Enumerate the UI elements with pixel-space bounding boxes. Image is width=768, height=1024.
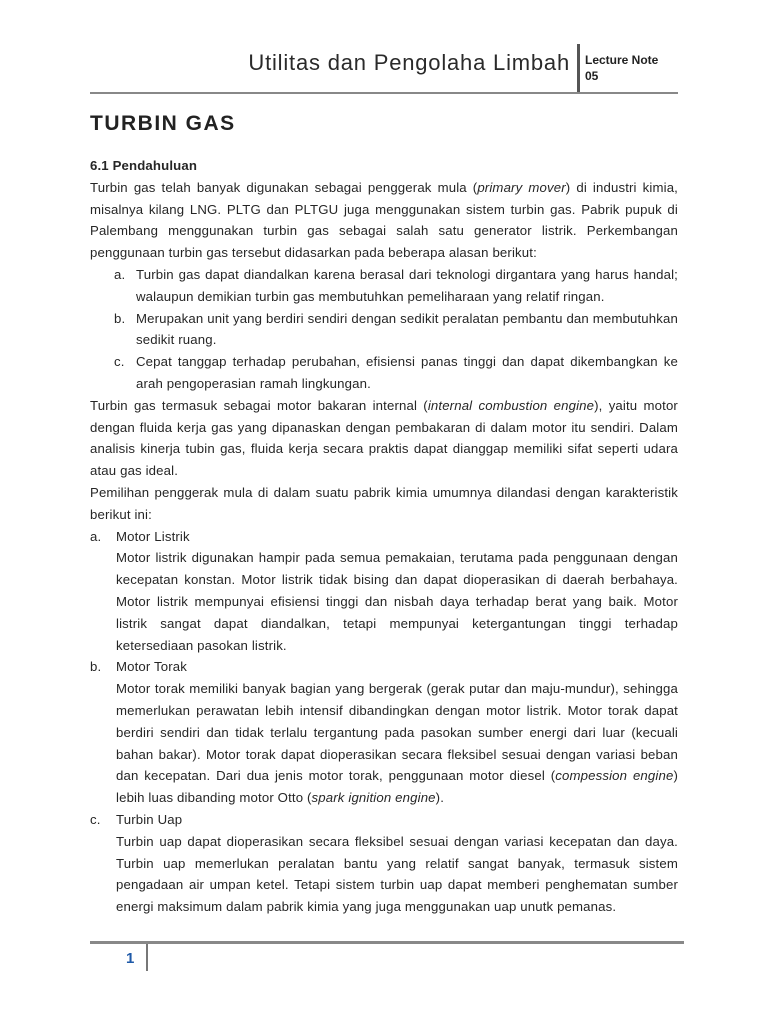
list-item xyxy=(90,656,678,809)
header-rule xyxy=(90,92,678,94)
motor-description: Turbin uap dapat dioperasikan secara fleksibel sesuai dengan variasi kecepatan dan daya. Turbin uap memerlukan peralatan bantu yang relatif sangat banyak, termasuk sistem pengadaan air umpan ketel. Tetapi sistem turbin uap dapat memberi penghematan sumber energi maksimum dalam pabrik kimia yang juga menggunakan uap unutk pemanas. xyxy=(116,833,678,915)
list-item xyxy=(90,526,678,657)
document-body xyxy=(90,155,678,918)
page-number: 1 xyxy=(126,950,135,967)
list-item: c. Cepat tanggap terhadap perubahan, efisiensi panas tinggi dan dapat dikembangkan ke arah pengoperasian ramah lingkungan. xyxy=(114,354,678,391)
lecture-note xyxy=(585,52,658,84)
motor-title: c. Turbin Uap xyxy=(90,811,183,827)
footer-rule xyxy=(90,941,684,944)
motor-title: a. Motor Listrik xyxy=(90,528,190,544)
motor-description: Motor torak memiliki banyak bagian yang bergerak (gerak putar dan maju-mundur), sehingga memerlukan perawatan lebih intensif dibandingkan dengan motor listrik. Motor torak dapat berdiri sendiri dan tidak terlalu tergantung pada pasokan sumber energi dari luar (kecuali bahan bakar). Motor torak dapat dioperasikan secara fleksibel sesuai dengan variasi beban dan kecepatan. Dari dua jenis motor torak, penggunaan motor diesel (compession engine) lebih luas dibanding motor Otto (spark ignition engine). xyxy=(116,681,678,806)
list-item: b. Merupakan unit yang berdiri sendiri dengan sedikit peralatan pembantu dan membutuhkan sedikit ruang. xyxy=(114,310,678,348)
internal-combustion-paragraph: Turbin gas termasuk sebagai motor bakaran internal (internal combustion engine), yaitu motor dengan fluida kerja gas yang dipanaskan dengan pembakaran di dalam motor itu sendiri. Dalam analisis kinerja tubin gas, fluida kerja secara praktis dapat dianggap memiliki sifat seperti udara atau gas ideal. xyxy=(90,397,678,479)
list-item: a. Turbin gas dapat diandalkan karena berasal dari teknologi dirgantara yang harus handal; walaupun demikian turbin gas membutuhkan pemeliharaan yang relatif ringan. xyxy=(114,266,678,304)
list-item xyxy=(90,809,678,918)
motors-list xyxy=(90,526,678,918)
header-title: Utilitas dan Pengolaha Limbah xyxy=(248,50,570,75)
lecture-note-number: 05 xyxy=(585,69,599,83)
motor-description: Motor listrik digunakan hampir pada semua pemakaian, terutama pada penggunaan dengan kecepatan konstan. Motor listrik tidak bising dan dapat dioperasikan di daerah berbahaya. Motor listrik mempunyai efisiensi tinggi dan nisbah daya terhadap berat yang baik. Motor listrik sangat dapat diandalkan, tetapi mempunyai ketergantungan tinggi terhadap ketersediaan pasokan listrik. xyxy=(116,550,678,653)
header-divider xyxy=(577,44,580,92)
selection-intro: Pemilihan penggerak mula di dalam suatu pabrik kimia umumnya dilandasi dengan karakteristik berikut ini: xyxy=(90,484,678,522)
section-heading: 6.1 Pendahuluan xyxy=(90,158,198,173)
page-title: TURBIN GAS xyxy=(90,112,236,135)
reasons-list xyxy=(90,264,678,395)
intro-paragraph: Turbin gas telah banyak digunakan sebagai penggerak mula (primary mover) di industri kimia, misalnya kilang LNG. PLTG dan PLTGU juga menggunakan sistem turbin gas. Pabrik pupuk di Palembang menggunakan turbin gas sebagai salah satu generator listrik. Perkembangan penggunaan turbin gas tersebut didasarkan pada beberapa alasan berikut: xyxy=(90,179,678,261)
lecture-note-label: Lecture Note xyxy=(585,53,659,67)
motor-title: b. Motor Torak xyxy=(90,659,188,675)
footer-divider xyxy=(146,944,148,971)
